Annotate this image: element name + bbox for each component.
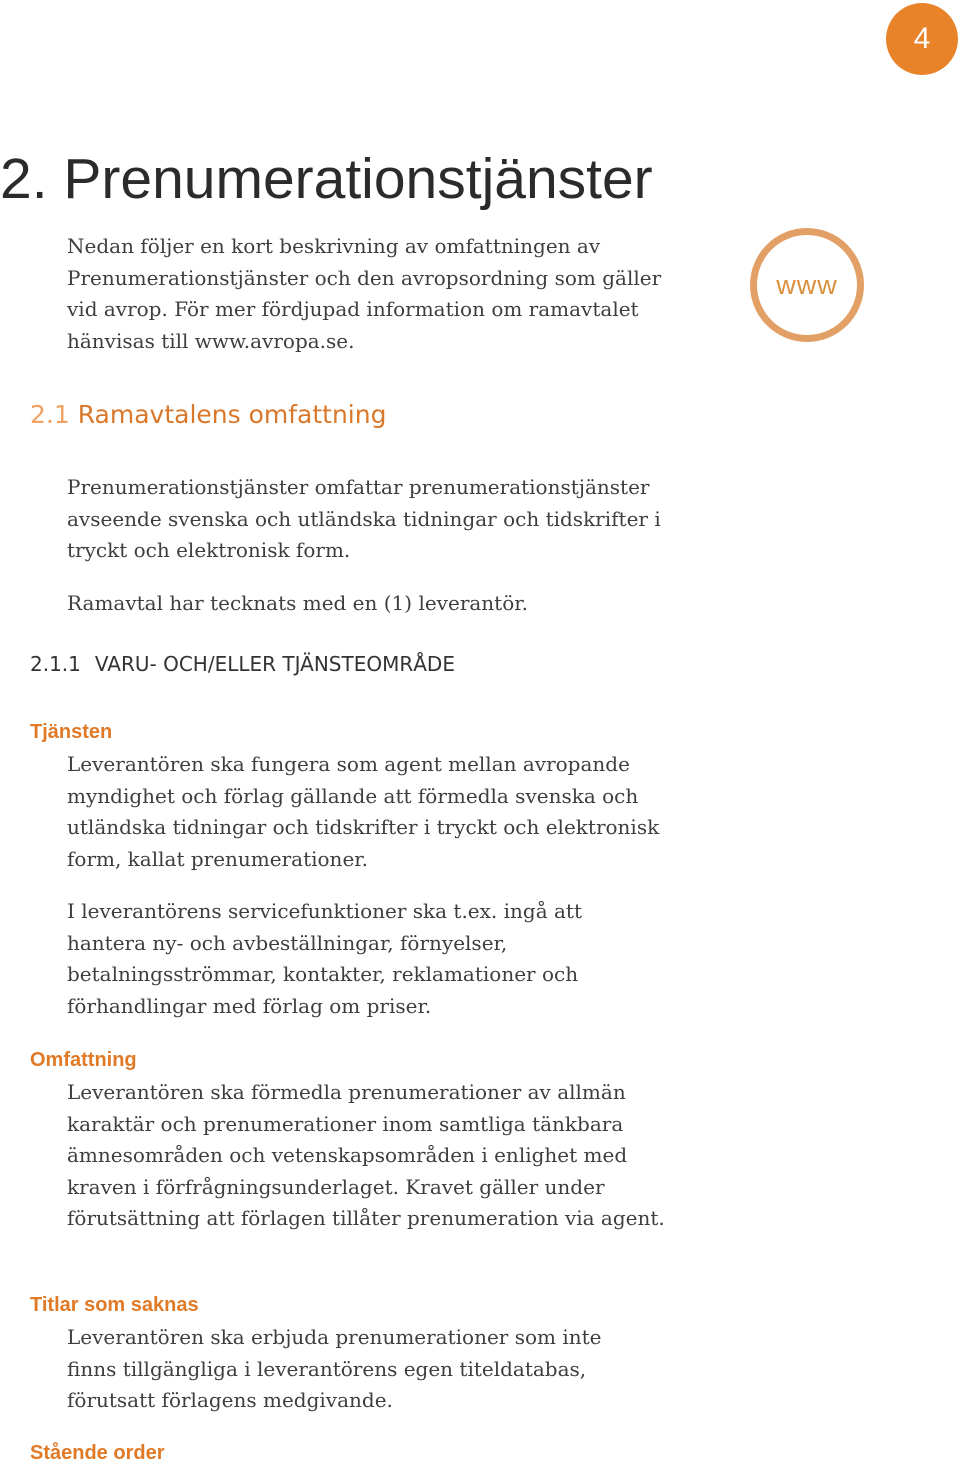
section-paragraph: Prenumerationstjänster omfattar prenumerationstjänster avseende svenska och utländska tidningar och tidskrifter i tryckt och elektronisk form.: [67, 475, 661, 563]
block-paragraph: Leverantören ska fungera som agent mellan avropande myndighet och förlag gällande att förmedla svenska och utländska tidningar och tidskrifter i tryckt och elektronisk form, kallat prenumerationer.: [67, 752, 660, 871]
section-heading: [30, 400, 386, 429]
block-heading: Tjänsten: [30, 721, 113, 743]
www-icon: [750, 228, 864, 342]
section-paragraph: Ramavtal har tecknats med en (1) leverantör.: [67, 591, 528, 615]
page-title: 2. Prenumerationstjänster: [0, 147, 653, 211]
block-heading: Omfattning: [30, 1049, 137, 1071]
section-number: 2.1: [30, 400, 70, 429]
block-heading: Titlar som saknas: [30, 1294, 199, 1316]
page-number-badge: 4: [886, 3, 958, 75]
block-paragraph: Leverantören ska förmedla prenumerationer av allmän karaktär och prenumerationer inom samtliga tänkbara ämnesområden och vetenskapsområden i enlighet med kraven i förfrågningsunderlaget. Kravet gäller under förutsättning att förlagen tillåter prenumeration via agent.: [67, 1080, 665, 1231]
block-heading: Stående order: [30, 1442, 165, 1464]
block-paragraph: Leverantören ska erbjuda prenumerationer som inte finns tillgängliga i leverantörens egen titeldatabas, förutsatt förlagens medgivande.: [67, 1325, 602, 1413]
subsection-number: 2.1.1: [30, 652, 81, 676]
subsection-title: VARU- OCH/ELLER TJÄNSTEOMRÅDE: [94, 652, 455, 676]
block-paragraph: I leverantörens servicefunktioner ska t.ex. ingå att hantera ny- och avbeställningar, förnyelser, betalningsströmmar, kontakter, reklamationer och förhandlingar med förlag om priser.: [67, 899, 582, 1018]
subsection-heading: [30, 652, 455, 676]
intro-paragraph: Nedan följer en kort beskrivning av omfattningen av Prenumerationstjänster och den avropsordning som gäller vid avrop. För mer fördjupad information om ramavtalet hänvisas till www.avropa.se.: [67, 234, 662, 353]
www-logo-text: www: [776, 269, 838, 300]
section-title: Ramavtalens omfattning: [77, 400, 387, 429]
